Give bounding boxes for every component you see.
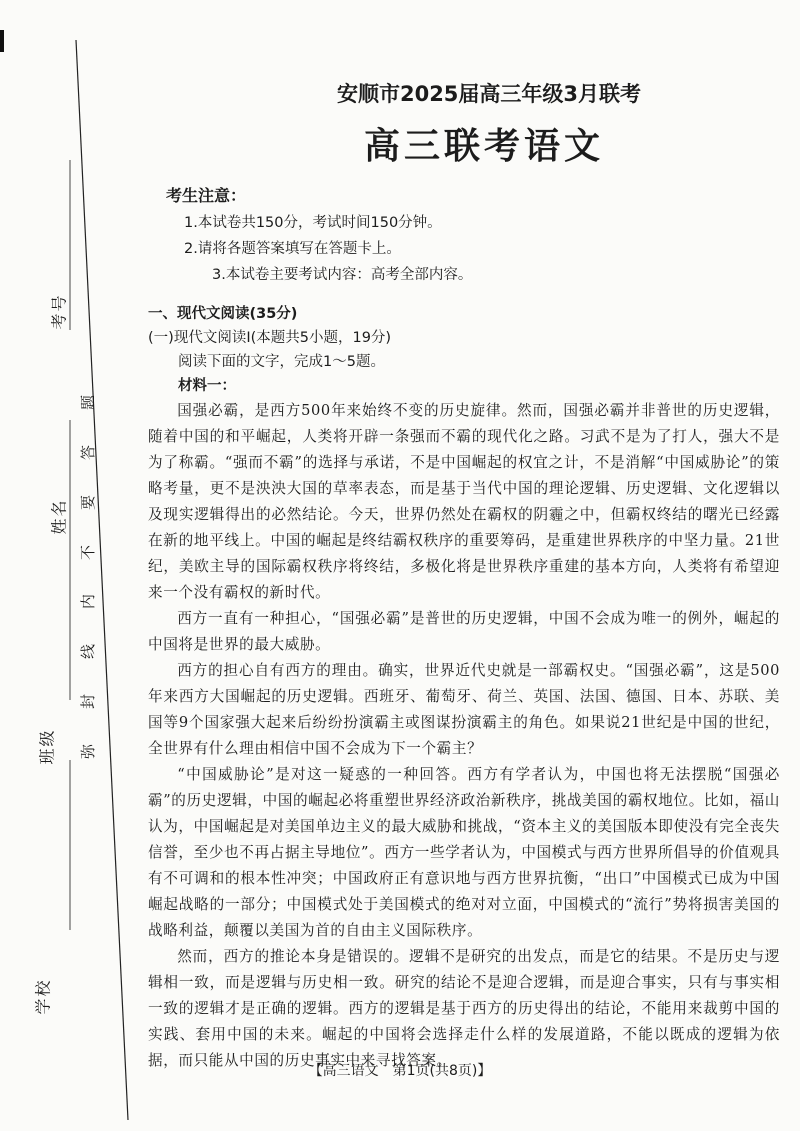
- subject-title: 高三联考语文: [363, 125, 604, 167]
- reading-instruction: 阅读下面的文字，完成1～5题。: [178, 354, 385, 370]
- notice-heading: 考生注意：: [166, 186, 247, 205]
- school-label: 学校: [33, 978, 53, 1015]
- seal-notice-char: 不: [79, 544, 98, 560]
- seal-notice: [78, 392, 98, 762]
- passage-paragraph: 然而，西方的推论本身是错误的。逻辑不是研究的出发点，而是它的结果。不是历史与逻辑相一致，而是逻辑与历史相一致。研究的结论不是迎合逻辑，而是迎合事实，只有与事实相一致的逻辑才是正确的逻辑。西方的逻辑是基于西方的历史得出的结论，不能用来裁剪中国的实践、套用中国的未来。崛起的中国将会选择走什么样的发展道路，不能以既成的逻辑为依据，而只能从中国的历史事实中来寻找答案。: [148, 948, 780, 1069]
- passage-paragraph: 西方一直有一种担心，“国强必霸”是普世的历史逻辑，中国不会成为唯一的例外，崛起的中国将是世界的最大威胁。: [148, 610, 780, 653]
- exam-number-label: 考号: [49, 293, 69, 330]
- subsection-heading: (一)现代文阅读Ⅰ(本题共5小题，19分): [148, 330, 392, 346]
- passage-paragraph: 西方的担心自有西方的理由。确实，世界近代史就是一部霸权史。“国强必霸”，这是500年来西方大国崛起的历史逻辑。西班牙、葡萄牙、荷兰、英国、法国、德国、日本、苏联、美国等9个国家强大起来后纷纷扮演霸主或图谋扮演霸主的角色。如果说21世纪是中国的世纪，全世界有什么理由相信中国不会成为下一个霸主？: [148, 662, 780, 757]
- notice-item: 1.本试卷共150分，考试时间150分钟。: [184, 215, 442, 231]
- seal-fold-line: [0, 0, 140, 1131]
- exam-title: 安顺市2025届高三年级3月联考: [336, 82, 642, 106]
- seal-notice-char: 答: [79, 444, 98, 460]
- notice-item: 3.本试卷主要考试内容：高考全部内容。: [212, 267, 473, 283]
- material-label: 材料一：: [178, 378, 236, 394]
- exam-content: [148, 78, 780, 1074]
- binding-margin: [0, 0, 140, 1131]
- name-label: 姓名: [49, 498, 69, 535]
- seal-notice-char: 线: [79, 644, 98, 660]
- section-heading: 一、现代文阅读(35分): [148, 306, 298, 322]
- seal-notice-char: 要: [79, 494, 98, 510]
- passage-paragraph: “中国威胁论”是对这一疑惑的一种回答。西方有学者认为，中国也将无法摆脱“国强必霸”的历史逻辑，中国的崛起必将重塑世界经济政治新秩序，挑战美国的霸权地位。比如，福山认为，中国崛起是对美国单边主义的最大威胁和挑战，“资本主义的美国版本即使没有完全丧失信誉，至少也不再占据主导地位”。西方一些学者认为，中国模式与西方世界所倡导的价值观具有不可调和的根本性冲突；中国政府正有意识地与西方世界抗衡，“出口”中国模式已成为中国崛起战略的一部分；中国模式处于美国模式的绝对对立面，中国模式的“流行”势将损害美国的战略利益，颠覆以美国为首的自由主义国际秩序。: [148, 766, 780, 939]
- passage-paragraph: 国强必霸，是西方500年来始终不变的历史旋律。然而，国强必霸并非普世的历史逻辑，随着中国的和平崛起，人类将开辟一条强而不霸的现代化之路。习武不是为了打人，强大不是为了称霸。“强而不霸”的选择与承诺，不是中国崛起的权宜之计，不是消解“中国威胁论”的策略考量，更不是泱泱大国的草率表态，而是基于当代中国的理论逻辑、历史逻辑、文化逻辑以及现实逻辑得出的必然结论。今天，世界仍然处在霸权的阴霾之中，但霸权终结的曙光已经露在新的地平线上。中国的崛起是终结霸权秩序的重要筹码，是重建世界秩序的中坚力量。21世纪，美欧主导的国际霸权秩序将终结，多极化将是世界秩序重建的基本方向，人类将有希望迎来一个没有霸权的新时代。: [148, 402, 780, 601]
- seal-notice-char: 题: [79, 394, 98, 411]
- seal-notice-char: 封: [79, 694, 98, 710]
- class-label: 班级: [37, 728, 57, 765]
- notice-item: 2.请将各题答案填写在答题卡上。: [184, 241, 401, 257]
- page-footer: 【高三语文 第1页(共8页)】: [308, 1063, 492, 1079]
- seal-notice-char: 内: [79, 594, 98, 610]
- seal-notice-char: 弥: [79, 743, 98, 759]
